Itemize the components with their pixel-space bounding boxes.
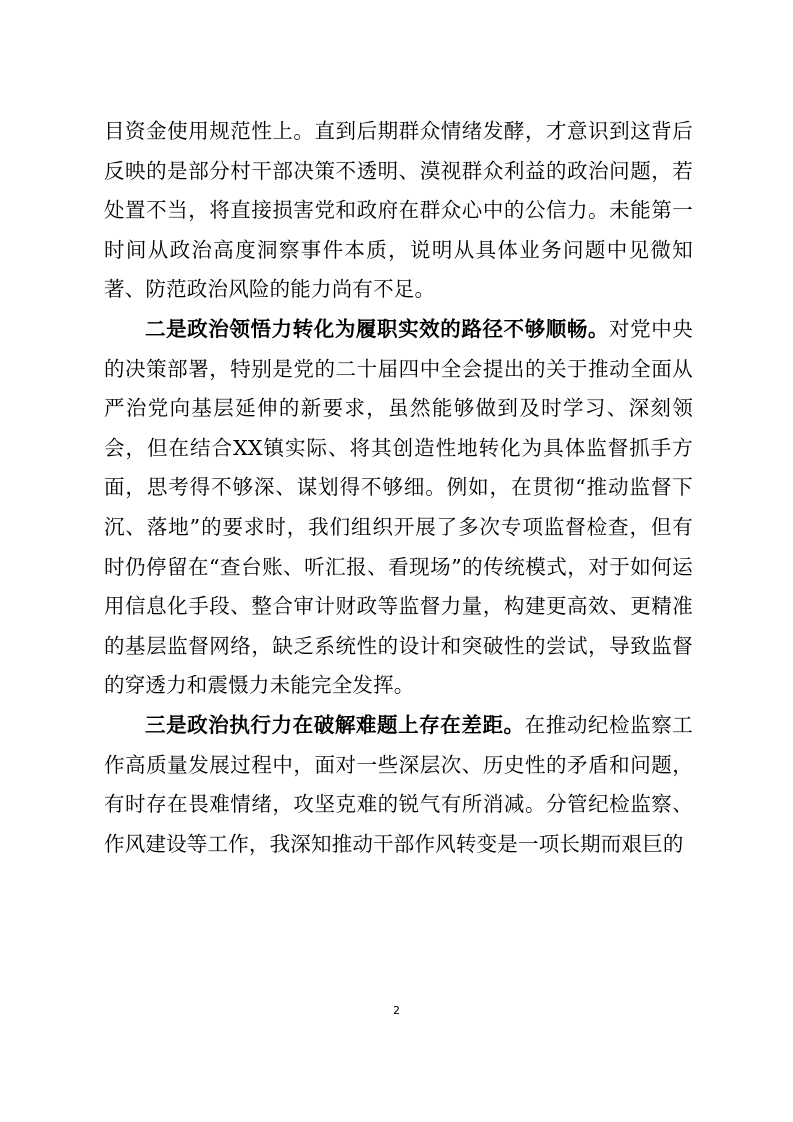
paragraph-3-text: 在推动纪检监察工作高质量发展过程中，面对一些深层次、历史性的矛盾和问题，有时存在畏难情绪，攻坚克难的锐气有所消减。分管纪检监察、作风建设等工作，我深知推动干部作风转变是一项长期而艰巨的 [104, 712, 693, 856]
paragraph-2-lead: 二是政治领悟力转化为履职实效的路径不够顺畅。 [145, 316, 610, 341]
paragraph-1-text: 目资金使用规范性上。直到后期群众情绪发酵，才意识到这背后反映的是部分村干部决策不透明、漠视群众利益的政治问题，若处置不当，将直接损害党和政府在群众心中的公信力。未能第一时间从政治高度洞察事件本质，说明从具体业务问题中见微知著、防范政治风险的能力尚有不足。 [104, 119, 693, 302]
page-number: 2 [393, 1004, 400, 1017]
body-text [104, 112, 693, 864]
paragraph-2 [104, 310, 693, 706]
paragraph-2-text: 对党中央的决策部署，特别是党的二十届四中全会提出的关于推动全面从严治党向基层延伸的新要求，虽然能够做到及时学习、深刻领会，但在结合XX镇实际、将其创造性地转化为具体监督抓手方面，思考得不够深、谋划得不够细。例如，在贯彻“推动监督下沉、落地”的要求时，我们组织开展了多次专项监督检查，但有时仍停留在“查台账、听汇报、看现场”的传统模式，对于如何运用信息化手段、整合审计财政等监督力量，构建更高效、更精准的基层监督网络，缺乏系统性的设计和突破性的尝试，导致监督的穿透力和震慑力未能完全发挥。 [104, 316, 693, 698]
paragraph-1 [104, 112, 693, 310]
paragraph-3-lead: 三是政治执行力在破解难题上存在差距。 [145, 712, 525, 737]
paragraph-3 [104, 706, 693, 864]
